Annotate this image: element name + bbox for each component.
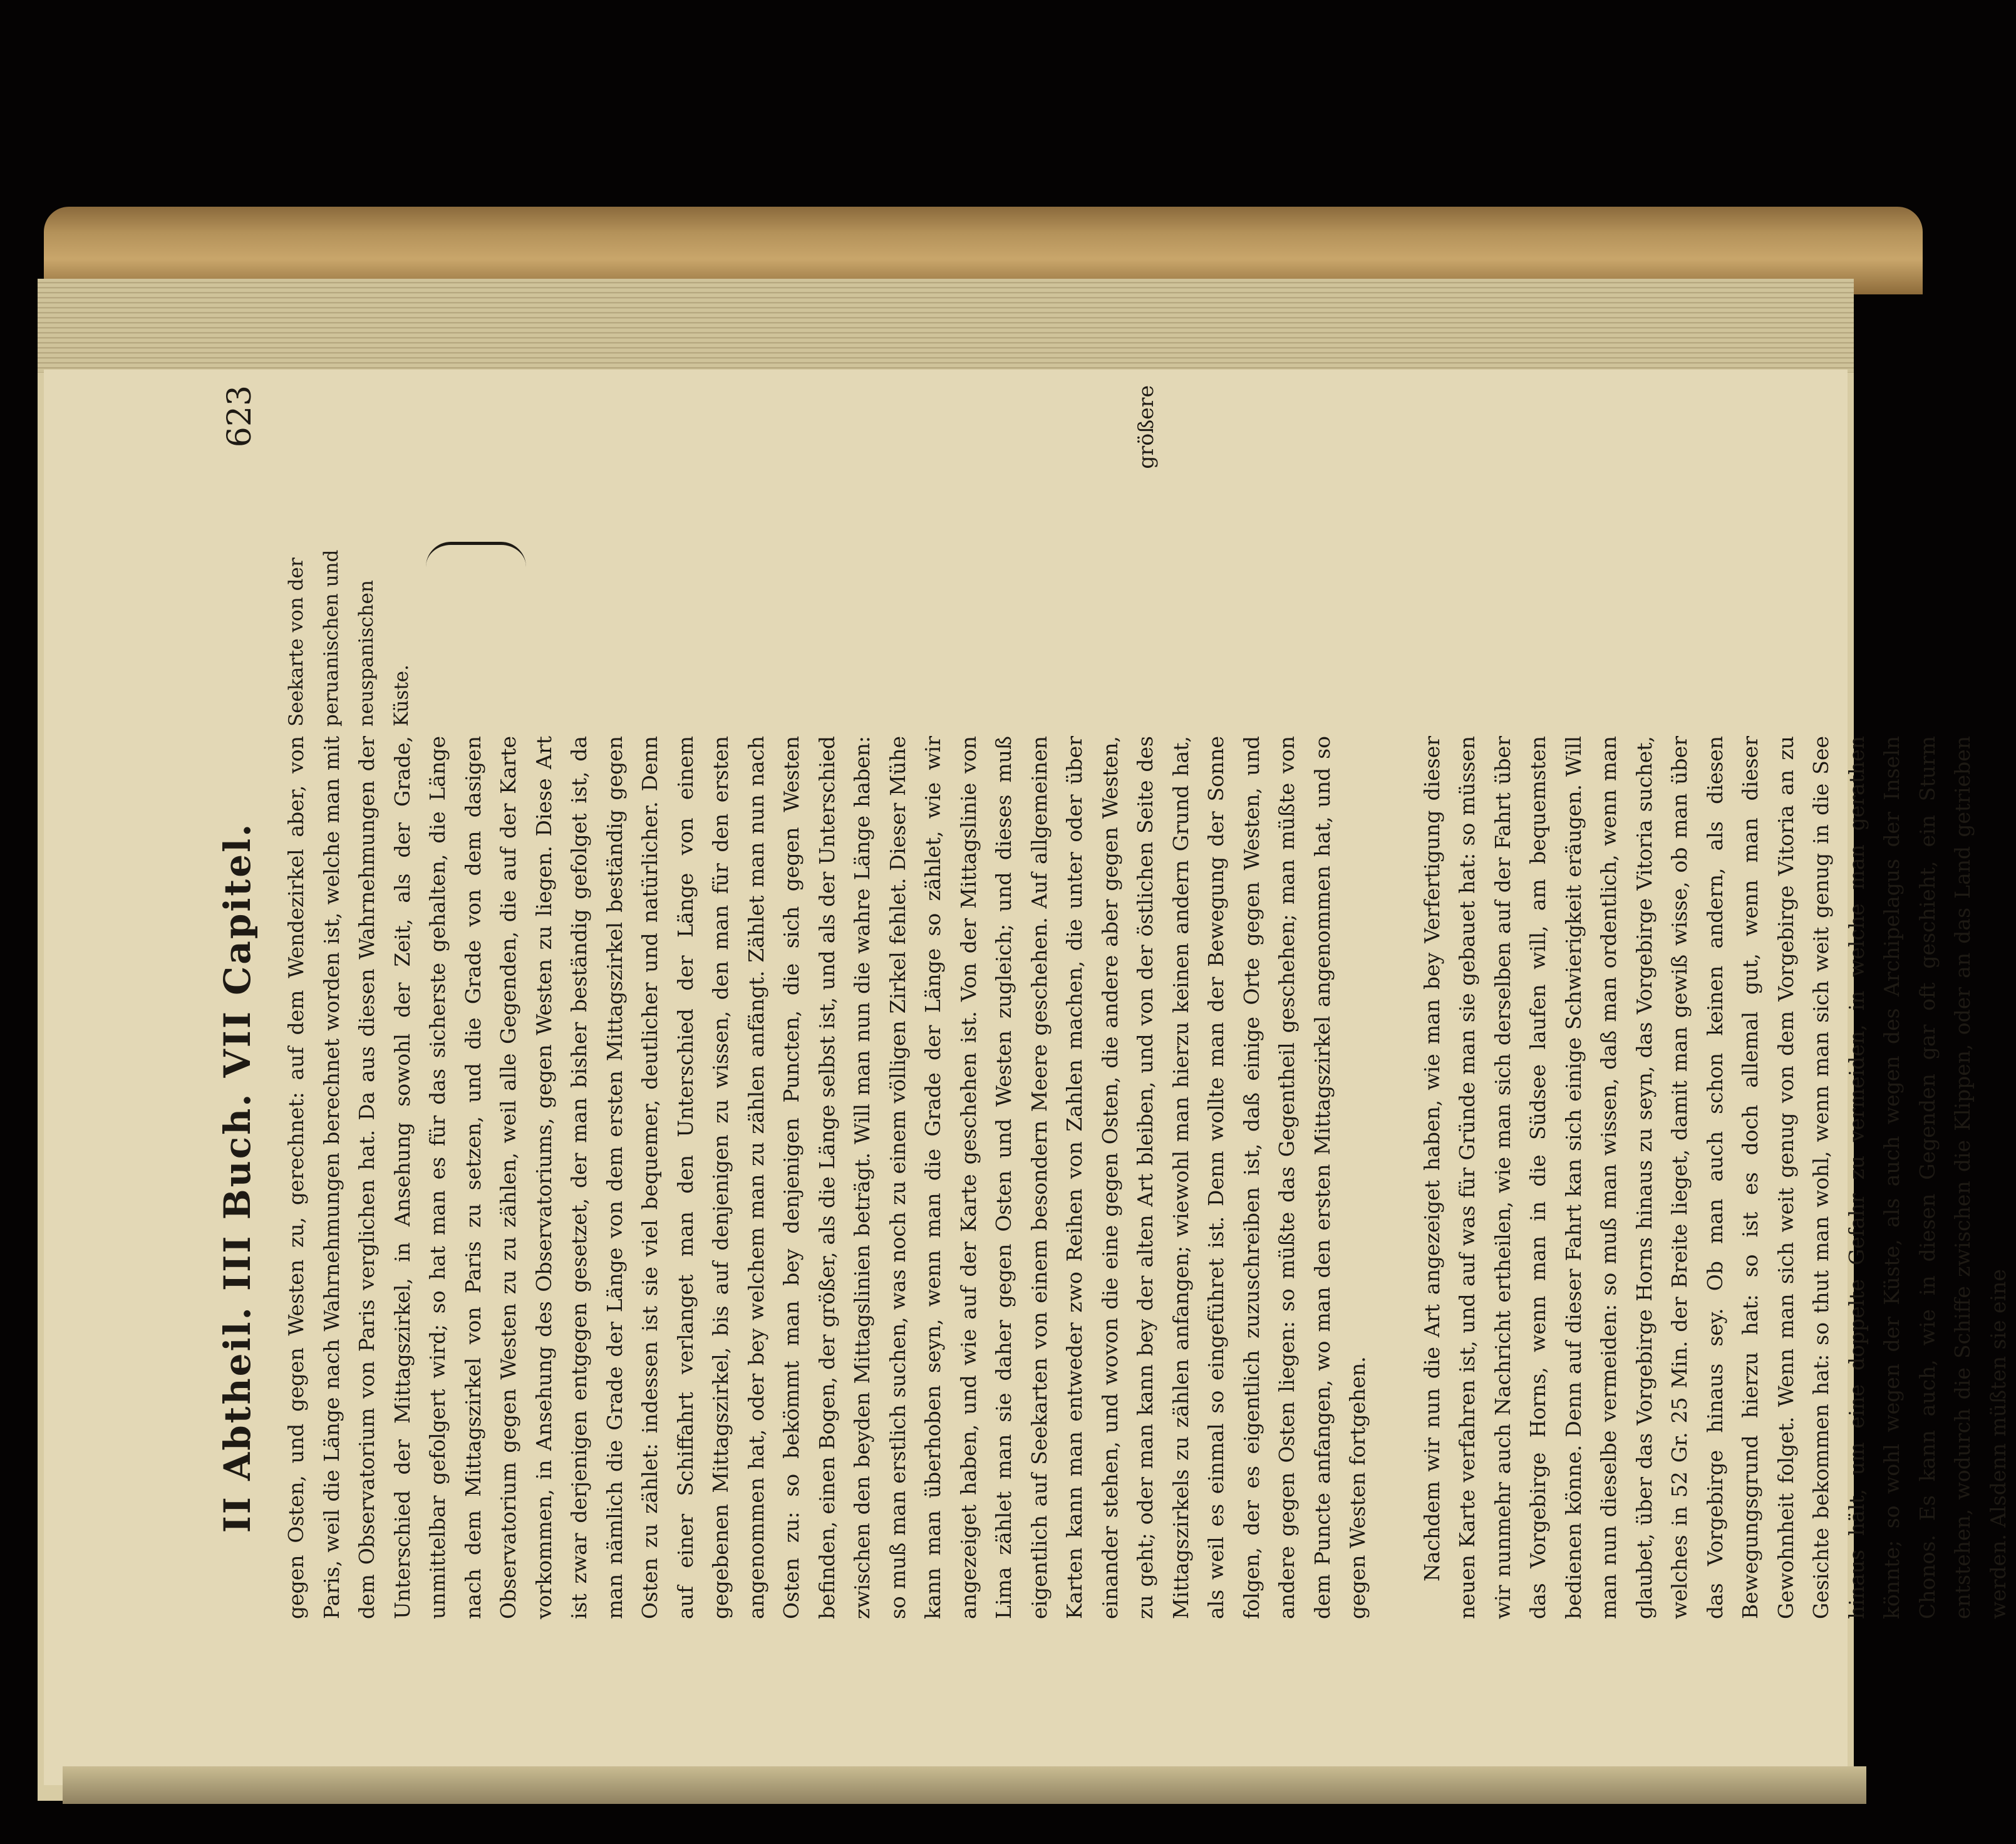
running-title: II Abtheil. III Buch. VII Capitel. [216,822,259,1533]
margin-note: Seekarte von der peruanischen und neuspanischen Küste. [285,549,413,727]
catchword: größere [1134,385,1158,469]
body-text [279,736,2016,1619]
paragraph-1: gegen Osten, und gegen Westen zu, gerechnet: auf dem Wendezirkel aber, von Paris, weil die Länge nach Wahrnehmungen berechnet worden ist, welche man mit dem Observatorium von Paris verglichen hat. Da aus diesen Wahrnehmungen der Unterschied der Mittagszirkel, in Ansehung sowohl der Zeit, als der Grade, unmittelbar gefolgert wird; so hat man es für das sicherste gehalten, die Länge nach dem Mittagszirkel von Paris zu setzen, und die Grade von dem dasigen Observatorium gegen Westen zu zu zählen, weil alle Gegenden, die auf der Karte vorkommen, in Ansehung des Observatoriums, gegen Westen zu liegen. Diese Art ist zwar derjenigen entgegen gesetzet, der man bisher beständig gefolget ist, da man nämlich die Grade der Länge von dem ersten Mittagszirkel beständig gegen Osten zu zählet: indessen ist sie viel bequemer, deutlicher und natürlicher. Denn auf einer Schiffahrt verlanget man den Unterschied der Länge von einem gegebenen Mittagszirkel, bis auf denjenigen zu wissen, den man für den ersten angenommen hat, oder bey welchem man zu zählen anfängt. Zählet man nun nach Osten zu: so bekömmt man bey denjenigen Puncten, die sich gegen Westen befinden, einen Bogen, der größer, als die Länge selbst ist, und als der Unterschied zwischen den beyden Mittagslinien beträgt. Will man nun die wahre Länge haben: so muß man erstlich suchen, was noch zu einem völligen Zirkel fehlet. Dieser Mühe kann man überhoben seyn, wenn man die Grade der Länge so zählet, wie wir angezeiget haben, und wie auf der Karte geschehen ist. Von der Mittagslinie von Lima zählet man sie daher gegen Osten und Westen zugleich; und dieses muß eigentlich auf Seekarten von einem besondern Meere geschehen. Auf allgemeinen Karten kann man entweder zwo Reihen von Zahlen machen, die unter oder über einander stehen, und wovon die eine gegen Osten, die andere aber gegen Westen, zu geht; oder man kann bey der alten Art bleiben, und von der östlichen Seite des Mittagszirkels zu zählen anfangen; wiewohl man hierzu keinen andern Grund hat, als weil es einmal so eingeführet ist. Denn wollte man der Bewegung der Sonne folgen, der es eigentlich zuzuschreiben ist, daß einige Orte gegen Westen, und andere gegen Osten liegen: so müßte das Gegentheil geschehen; man müßte von dem Puncte anfangen, wo man den ersten Mittagszirkel angenommen hat, und so gegen Westen fortgehen. [284,736,1370,1619]
rotated-text-frame [216,385,2010,1619]
page-edges [38,279,1854,373]
running-header [216,385,266,1619]
page-number: 623 [221,385,259,448]
paragraph-2: Nachdem wir nun die Art angezeiget haben, wie man bey Verfertigung dieser neuen Karte verfahren ist, und auf was für Gründe man sie gebauet hat: so müssen wir nunmehr auch Nachricht ertheilen, wie man sich derselben auf der Fahrt über das Vorgebirge Horns, wenn man in die Südsee laufen will, am bequemsten bedienen könne. Denn auf dieser Fahrt kan sich einige Schwierigkeit eräugen. Will man nun dieselbe vermeiden: so muß man wissen, daß man ordentlich, wenn man glaubet, über das Vorgebirge Horns hinaus zu seyn, das Vorgebirge Vitoria suchet, welches in 52 Gr. 25 Min. der Breite lieget, damit man gewiß wisse, ob man über das Vorgebirge hinaus sey. Ob man auch schon keinen andern, als diesen Bewegungsgrund hierzu hat: so ist es doch allemal gut, wenn man dieser Gewohnheit folget. Wenn man sich weit genug von dem Vorgebirge Vitoria an zu Gesichte bekommen hat: so thut man wohl, wenn man sich weit genug in die See hinaus hält, um eine doppelte Gefahr zu vermeiden, in welche man gerathen könnte; so wohl wegen der Küste, als auch wegen des Archipelagus der Inseln Chonos. Es kann auch, wie in diesen Gegenden gar oft geschieht, ein Sturm entstehen, wodurch die Schiffe zwischen die Klippen, oder an das Land getrieben werden. Alsdenn müßten sie eine [1419,736,2010,1619]
margin-bracket [426,542,526,570]
page-gutter [63,1766,1866,1804]
